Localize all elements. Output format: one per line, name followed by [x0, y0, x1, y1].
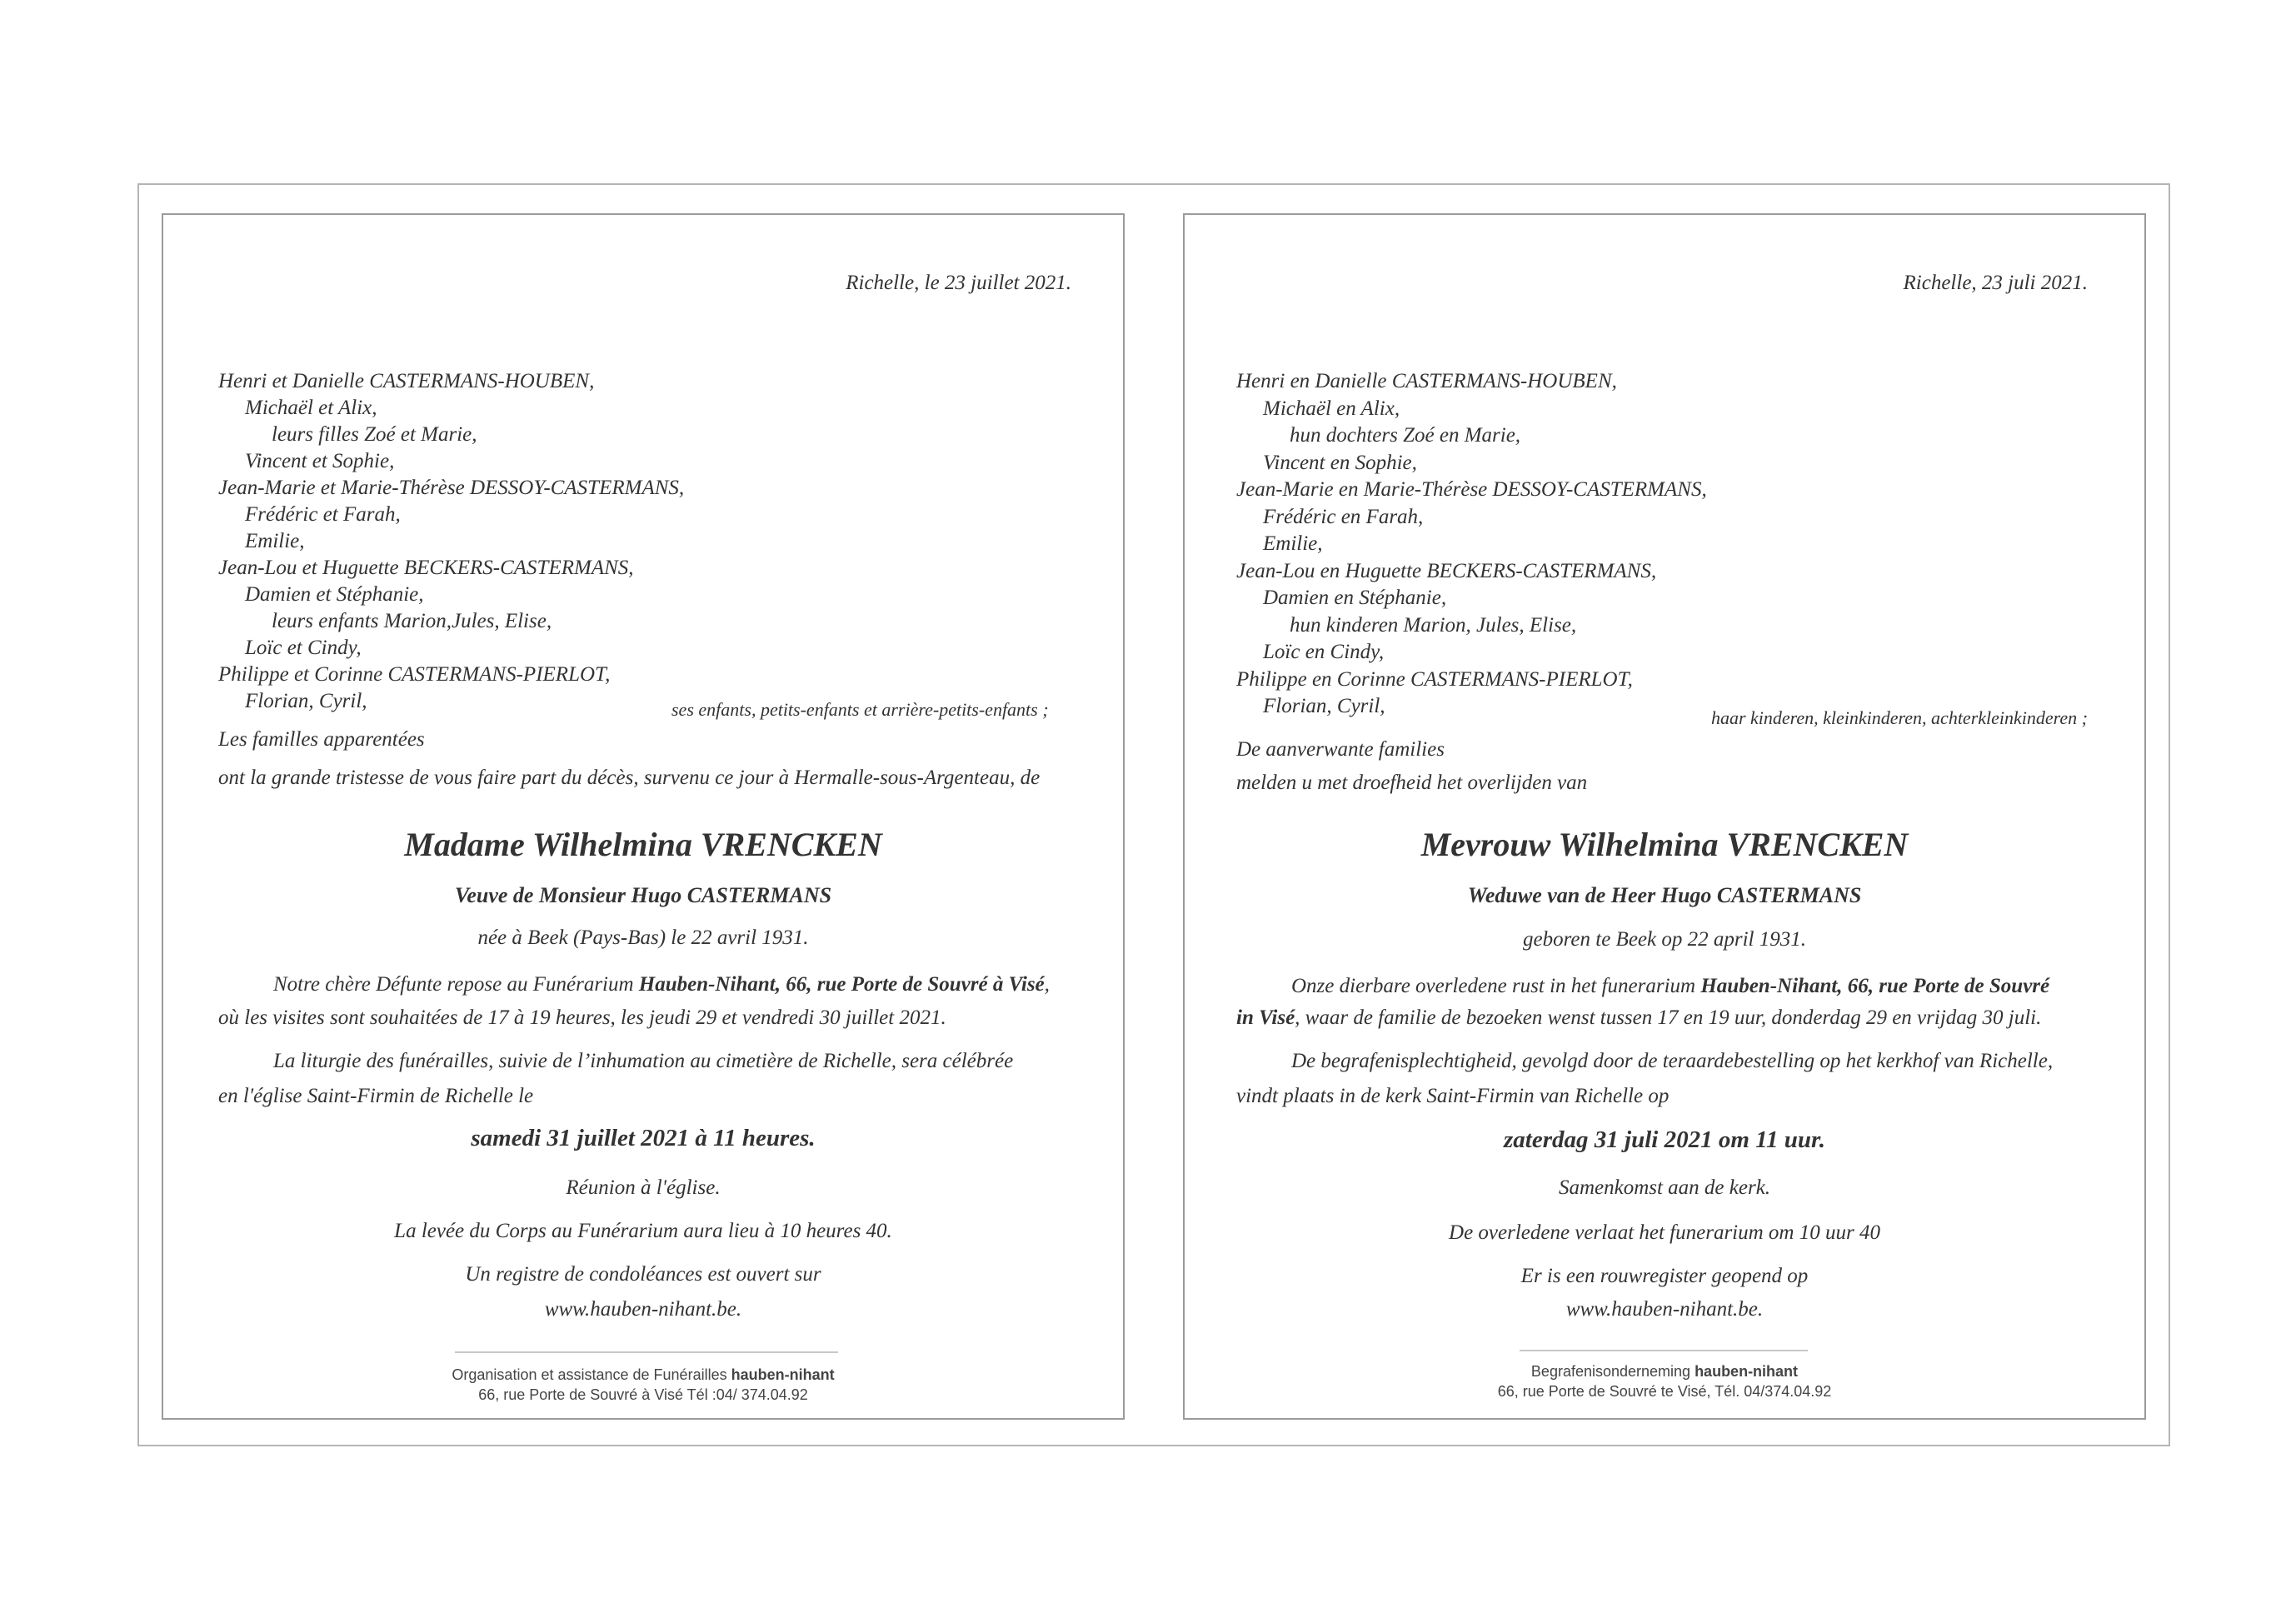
nl-deceased-name: Mevrouw Wilhelmina VRENCKEN [1420, 826, 1909, 863]
fr-footer-line-1 [162, 1365, 1125, 1385]
nl-widow-of: Weduwe van de Heer Hugo CASTERMANS [1467, 883, 1862, 907]
fr-family-line: Philippe et Corinne CASTERMANS-PIERLOT, [218, 663, 611, 686]
nl-footer-line-2: 66, rue Porte de Souvré te Visé, Tél. 04/374.04.92 [1497, 1383, 1832, 1400]
nl-footer-text: Begrafenisonderneming [1530, 1363, 1695, 1380]
nl-register-2: www.hauben-nihant.be. [1565, 1298, 1764, 1321]
nl-liturgy-2: vindt plaats in de kerk Saint-Firmin van Richelle op [1236, 1085, 1670, 1107]
fr-widow-of: Veuve de Monsieur Hugo CASTERMANS [454, 883, 832, 907]
fr-rest-place: Hauben-Nihant, 66, rue Porte de Souvré à Visé [638, 973, 1045, 996]
fr-date-line: Richelle, le 23 juillet 2021. [846, 272, 1071, 294]
fr-family-line: Vincent et Sophie, [245, 450, 395, 472]
fr-descendants: ses enfants, petits-enfants et arrière-petits-enfants ; [671, 699, 1049, 720]
fr-register-2: www.hauben-nihant.be. [544, 1298, 742, 1321]
nl-rest-place-1: Hauben-Nihant, 66, rue Porte de Souvré [1700, 975, 2050, 997]
fr-family-line: Loïc et Cindy, [245, 637, 362, 659]
nl-liturgy-1: De begrafenisplechtigheid, gevolgd door de teraardebestelling op het kerkhof van Richelle, [1291, 1050, 2054, 1072]
fr-rest-end: , [1044, 973, 1050, 996]
fr-relatives: Les familles apparentées [218, 728, 425, 751]
fr-footer [162, 1365, 1125, 1405]
fr-register-1: Un registre de condoléances est ouvert sur [465, 1263, 821, 1286]
fr-liturgy-1: La liturgie des funérailles, suivie de l’inhumation au cimetière de Richelle, sera célébrée [273, 1050, 1014, 1072]
nl-rest-end: , waar de familie de bezoeken wenst tussen 17 en 19 uur, donderdag 29 en vrijdag 30 juli. [1295, 1006, 2042, 1029]
fr-family-line: Jean-Lou et Huguette BECKERS-CASTERMANS, [218, 557, 634, 579]
fr-footer-line-2: 66, rue Porte de Souvré à Visé Tél :04/ 374.04.92 [478, 1386, 808, 1403]
nl-family-line: Damien en Stéphanie, [1263, 587, 1447, 609]
nl-descendants: haar kinderen, kleinkinderen, achterkleinkinderen ; [1710, 707, 2088, 728]
fr-rest-intro: Notre chère Défunte repose au Funérarium [273, 973, 639, 996]
nl-family-line: Henri en Danielle CASTERMANS-HOUBEN, [1236, 370, 1617, 392]
nl-rest-paragraph-2 [1236, 1005, 2041, 1031]
fr-meeting: Réunion à l'église. [566, 1176, 721, 1199]
fr-family-line: Florian, Cyril, [245, 690, 367, 712]
nl-footer-line-1 [1183, 1361, 2146, 1381]
nl-family-line: Jean-Marie en Marie-Thérèse DESSOY-CASTERMANS, [1236, 478, 1707, 501]
nl-family-line: Loïc en Cindy, [1263, 641, 1385, 663]
fr-family-line: Frédéric et Farah, [245, 503, 401, 526]
nl-rest-paragraph-1 [1291, 973, 2049, 1000]
fr-family-line: leurs enfants Marion,Jules, Elise, [272, 610, 552, 632]
fr-footer-brand-logo: hauben-nihant [731, 1366, 835, 1383]
nl-footer-brand-logo: hauben-nihant [1695, 1363, 1799, 1380]
fr-rest-paragraph [273, 971, 1050, 998]
nl-announcement: melden u met droefheid het overlijden van [1236, 772, 1588, 794]
nl-family-line: Michaël en Alix, [1263, 397, 1400, 420]
fr-ceremony-date: samedi 31 juillet 2021 à 11 heures. [471, 1125, 816, 1151]
nl-footer [1183, 1361, 2146, 1401]
fr-footer-divider [455, 1351, 838, 1353]
fr-family-line: leurs filles Zoé et Marie, [272, 423, 477, 446]
nl-register-1: Er is een rouwregister geopend op [1520, 1265, 1809, 1287]
nl-meeting: Samenkomst aan de kerk. [1558, 1176, 1771, 1199]
nl-family-line: Vincent en Sophie, [1263, 451, 1417, 474]
nl-rest-intro: Onze dierbare overledene rust in het funerarium [1291, 975, 1701, 997]
nl-relatives: De aanverwante families [1236, 738, 1445, 761]
nl-ceremony-date: zaterdag 31 juli 2021 om 11 uur. [1504, 1126, 1825, 1153]
fr-birth: née à Beek (Pays-Bas) le 22 avril 1931. [477, 926, 809, 949]
fr-footer-text: Organisation et assistance de Funérailles [452, 1366, 731, 1383]
nl-family-line: Emilie, [1263, 532, 1323, 555]
fr-liturgy-2: en l'église Saint-Firmin de Richelle le [218, 1085, 534, 1107]
nl-departure: De overledene verlaat het funerarium om 10 uur 40 [1449, 1221, 1880, 1244]
fr-family-line: Emilie, [245, 530, 305, 552]
fr-family-line: Damien et Stéphanie, [245, 583, 424, 606]
fr-family-line: Henri et Danielle CASTERMANS-HOUBEN, [218, 370, 595, 392]
nl-family-line: hun kinderen Marion, Jules, Elise, [1290, 613, 1577, 637]
nl-date-line: Richelle, 23 juli 2021. [1903, 272, 2088, 294]
nl-family-line: hun dochters Zoé en Marie, [1290, 424, 1521, 447]
nl-family-line: Jean-Lou en Huguette BECKERS-CASTERMANS, [1236, 559, 1657, 582]
nl-footer-divider [1520, 1350, 1808, 1351]
nl-family-line: Frédéric en Farah, [1263, 505, 1424, 528]
fr-family-line: Jean-Marie et Marie-Thérèse DESSOY-CASTERMANS, [218, 477, 685, 499]
nl-rest-place-2: in Visé [1236, 1006, 1295, 1029]
fr-deceased-name: Madame Wilhelmina VRENCKEN [404, 826, 882, 863]
nl-family-line: Florian, Cyril, [1263, 695, 1385, 717]
fr-family-line: Michaël et Alix, [245, 397, 377, 419]
fr-departure: La levée du Corps au Funérarium aura lieu à 10 heures 40. [394, 1220, 892, 1242]
nl-birth: geboren te Beek op 22 april 1931. [1523, 928, 1806, 951]
fr-visits: où les visites sont souhaitées de 17 à 19 heures, les jeudi 29 et vendredi 30 juillet 2021. [218, 1006, 946, 1029]
nl-family-line: Philippe en Corinne CASTERMANS-PIERLOT, [1236, 667, 1633, 691]
fr-announcement: ont la grande tristesse de vous faire part du décès, survenu ce jour à Hermalle-sous-Argenteau, de [218, 767, 1041, 789]
